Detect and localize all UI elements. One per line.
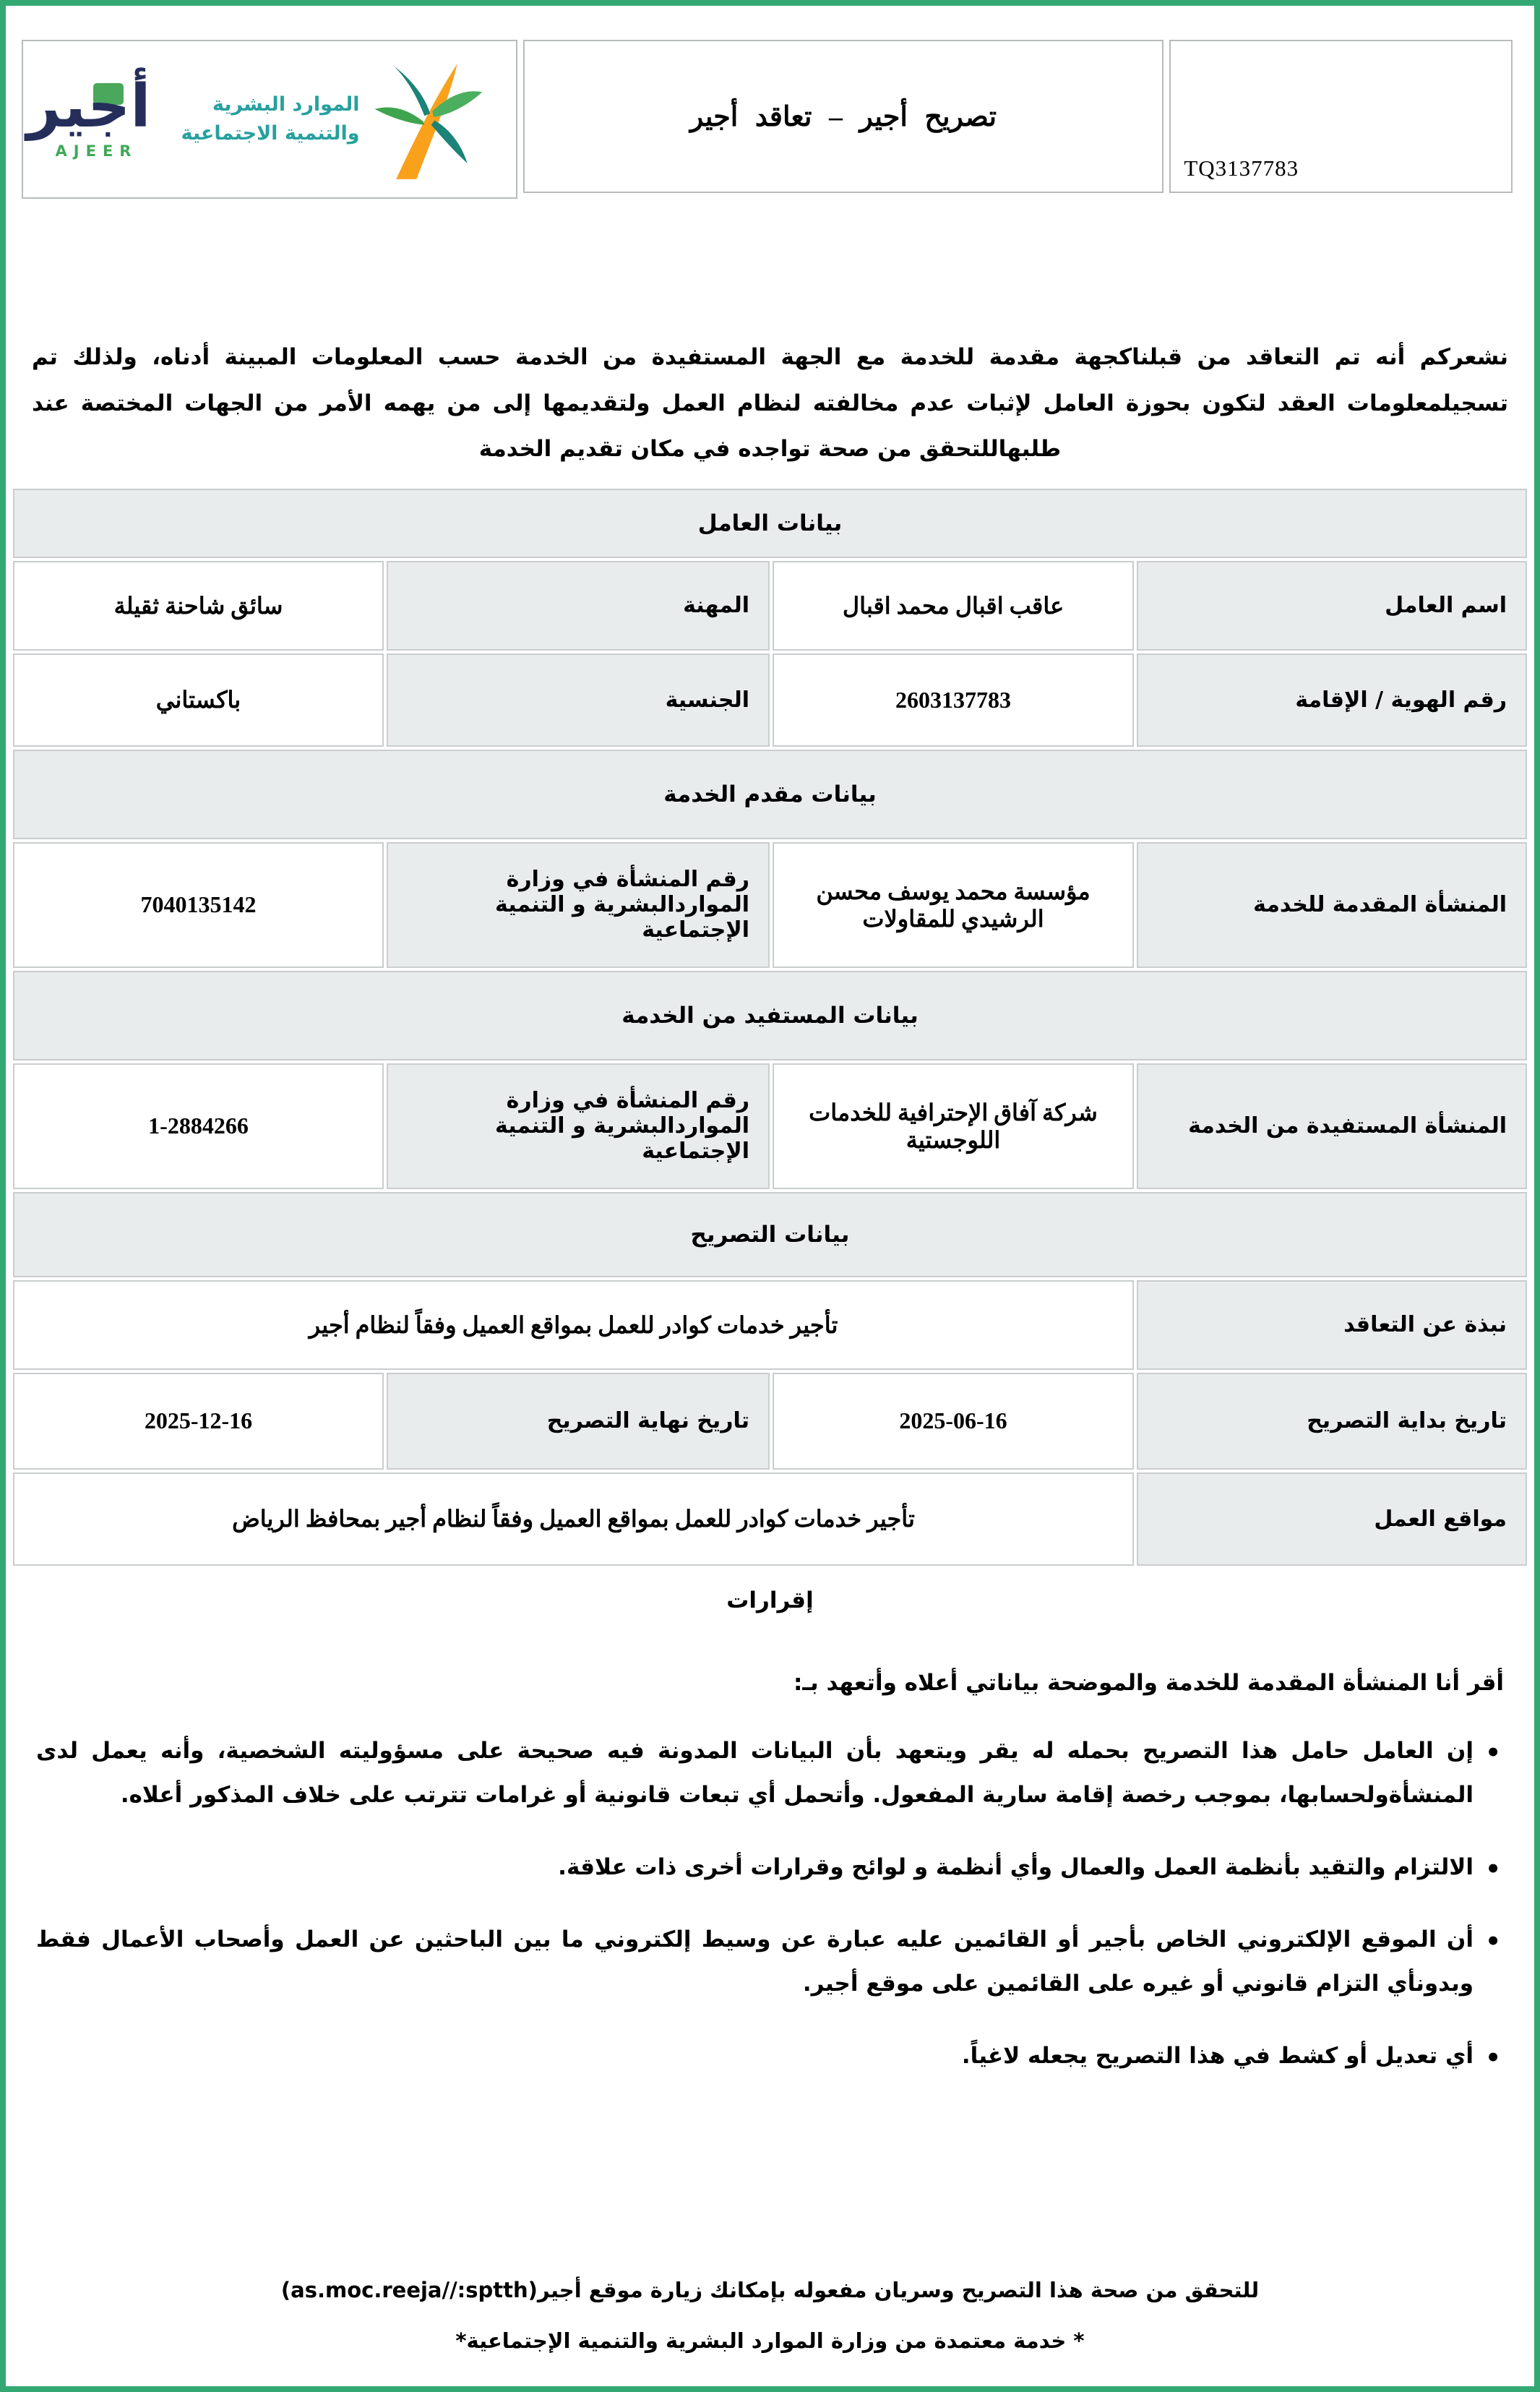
intro-paragraph: نشعركم أنه تم التعاقد من قبلناكجهة مقدمة للخدمة مع الجهة المستفيدة من الخدمة حسب المعلومات المبينة أدناه، ولذلك تم تسجيلمعلومات العقد لتكون بحوزة العامل لإثبات عدم مخالفته لنظام العمل ولتقديمها إلى من يهمه الأمر من الجهات المختصة عند طلبهاللتحقق من صحة تواجده في مكان تقديم الخدمة	[32, 344, 1508, 463]
nationality-value: باكستاني	[13, 653, 384, 747]
section-permit-header	[13, 1192, 1527, 1277]
table-row	[13, 842, 1527, 968]
worker-id-value: 2603137783	[895, 686, 1011, 713]
contract-about-value: تأجير خدمات كوادر للعمل بمواقع العميل وفقاً لنظام أجير	[13, 1280, 1134, 1370]
page-title: تصريح أجير – تعاقد أجير	[689, 101, 997, 132]
provider-number-label: رقم المنشأة في وزارة المواردالبشرية و التنمية الإجتماعية	[387, 842, 770, 968]
declaration-text: الالتزام والتقيد بأنظمة العمل والعمال وأي أنظمة و لوائح وقرارات أخرى ذات علاقة.	[558, 1853, 1474, 1880]
permit-start-label: تاريخ بداية التصريح	[1137, 1373, 1527, 1470]
ministry-logo-text	[181, 90, 360, 149]
declaration-item	[36, 1729, 1504, 1817]
declarations-list	[36, 1729, 1504, 2078]
declaration-text: إن العامل حامل هذا التصريح بحمله له يقر ويتعهد بأن البيانات المدونة فيه صحيحة على مسؤوليته الشخصية، وأنه يعمل لدى المنشأةولحسابها، بموجب رخصة إقامة سارية المفعول. وأتحمل أي تبعات قانونية أو غرامات تترتب على خلاف المذكور أعلاه.	[36, 1738, 1474, 1808]
footer-approved-line: * خدمة معتمدة من وزارة الموارد البشرية والتنمية الإجتماعية*	[455, 2328, 1085, 2353]
table-row	[13, 653, 1527, 747]
section-title-provider: بيانات مقدم الخدمة	[13, 750, 1527, 839]
title-box	[523, 40, 1164, 193]
document-footer	[6, 2278, 1534, 2353]
ajeer-logo-arabic: أجير	[26, 72, 151, 142]
section-beneficiary-header	[13, 971, 1527, 1060]
permit-table	[10, 486, 1530, 1569]
footer-verify-line: للتحقق من صحة هذا التصريح وسريان مفعوله بإمكانك زيارة موقع أجير(as.moc.reeja//:sptth)	[280, 2278, 1260, 2302]
section-provider-header	[13, 750, 1527, 839]
worker-id-label: رقم الهوية / الإقامة	[1137, 653, 1527, 747]
table-row	[13, 1373, 1527, 1470]
permit-end-label: تاريخ نهاية التصريح	[387, 1373, 770, 1470]
declarations-section	[36, 1661, 1504, 2078]
section-title-permit: بيانات التصريح	[13, 1192, 1527, 1277]
ministry-logo-line1: الموارد البشرية	[212, 93, 360, 116]
section-worker-header	[13, 489, 1527, 558]
declarations-intro: أقر أنا المنشأة المقدمة للخدمة والموضحة بياناتي أعلاه وأتعهد بـ:	[793, 1669, 1504, 1696]
bullet-icon: •	[1485, 1739, 1501, 1768]
beneficiary-number-value: 1-2884266	[148, 1113, 249, 1139]
contract-about-label: نبذة عن التعاقد	[1137, 1280, 1527, 1370]
bullet-icon: •	[1485, 2044, 1501, 2073]
document-header	[22, 40, 1513, 199]
declarations-title: إقرارات	[726, 1587, 814, 1613]
declaration-text: أي تعديل أو كشط في هذا التصريح يجعله لاغياً.	[961, 2043, 1474, 2070]
table-row	[13, 561, 1527, 651]
declaration-item	[36, 2034, 1504, 2078]
permit-end-value: 2025-12-16	[144, 1407, 253, 1434]
ajeer-logo-latin: AJEER	[55, 142, 138, 160]
nationality-label: الجنسية	[387, 653, 770, 747]
ministry-palm-icon	[370, 57, 486, 181]
profession-label: المهنة	[387, 561, 770, 651]
declaration-item	[36, 1918, 1504, 2005]
table-row	[13, 1280, 1527, 1370]
work-locations-value: تأجير خدمات كوادر للعمل بمواقع العميل وفقاً لنظام أجير بمحافظ الرياض	[13, 1473, 1134, 1566]
provider-name-label: المنشأة المقدمة للخدمة	[1137, 842, 1527, 968]
beneficiary-name-value: شركة آفاق الإحترافية للخدمات اللوجستية	[773, 1063, 1134, 1189]
section-title-beneficiary: بيانات المستفيد من الخدمة	[13, 971, 1527, 1060]
logos-box	[22, 40, 517, 199]
section-title-worker: بيانات العامل	[13, 489, 1527, 558]
permit-number-box	[1169, 40, 1513, 193]
permit-start-value: 2025-06-16	[899, 1407, 1007, 1434]
beneficiary-number-label: رقم المنشأة في وزارة المواردالبشرية و التنمية الإجتماعية	[387, 1063, 770, 1189]
beneficiary-name-label: المنشأة المستفيدة من الخدمة	[1137, 1063, 1527, 1189]
ministry-logo-line2: والتنمية الاجتماعية	[181, 122, 360, 145]
provider-name-value: مؤسسة محمد يوسف محسن الرشيدي للمقاولات	[773, 842, 1134, 968]
table-row	[13, 1063, 1527, 1189]
bullet-icon: •	[1485, 1927, 1501, 1957]
permit-number: TQ3137783	[1184, 155, 1299, 181]
bullet-icon: •	[1485, 1854, 1501, 1884]
ajeer-logo	[26, 72, 151, 160]
worker-name-value: عاقب اقبال محمد اقبال	[773, 561, 1134, 651]
declaration-item	[36, 1846, 1504, 1889]
work-locations-label: مواقع العمل	[1137, 1473, 1527, 1566]
provider-number-value: 7040135142	[140, 891, 257, 918]
declaration-text: أن الموقع الإلكتروني الخاص بأجير أو القائمين عليه عبارة عن وسيط إلكتروني ما بين الباحثين عن العمل وأصحاب الأعمال فقط وبدونأي التزام قانوني أو غيره على القائمين على موقع أجير.	[36, 1926, 1474, 1997]
worker-name-label: اسم العامل	[1137, 561, 1527, 651]
profession-value: سائق شاحنة ثقيلة	[13, 561, 384, 651]
table-row	[13, 1473, 1527, 1566]
